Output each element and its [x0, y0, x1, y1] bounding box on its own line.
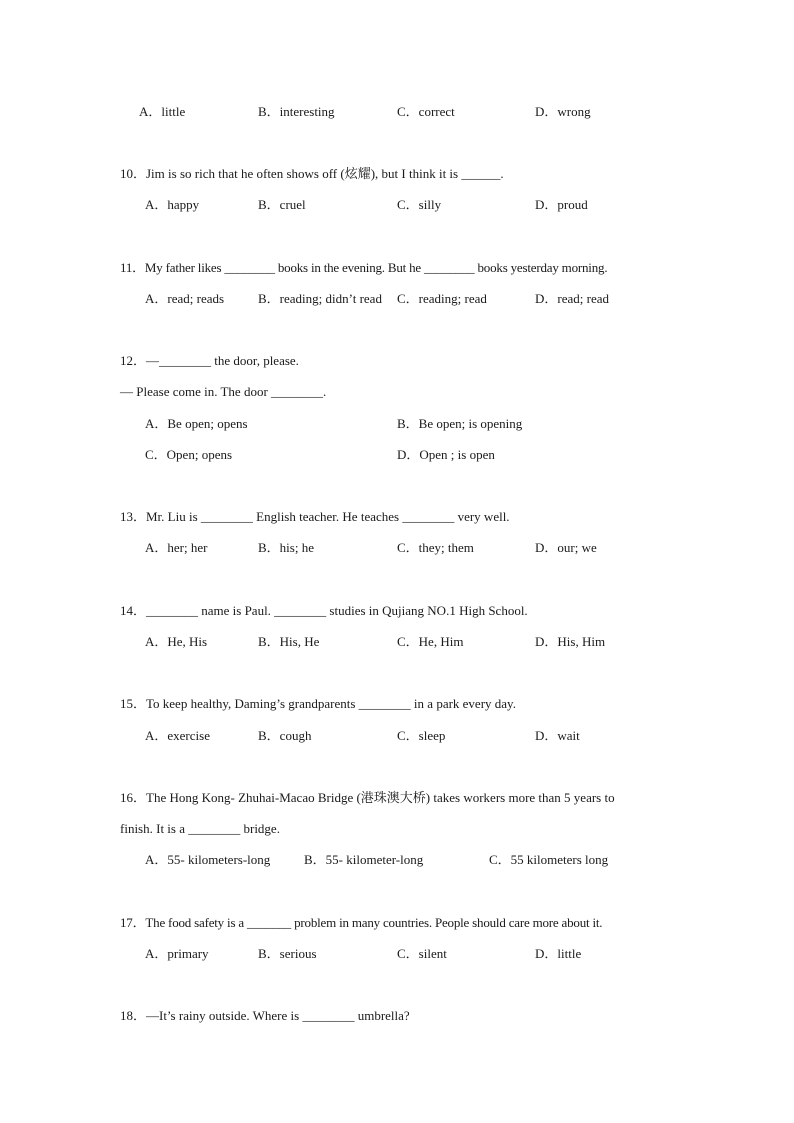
q14-option-d: D．His, Him: [535, 634, 606, 649]
q12-option-a: A．Be open; opens: [145, 416, 248, 431]
q11-stem: 11．My father likes ________ books in the evening. But he ________ books yesterday morning.: [120, 260, 608, 275]
q14-option-c: C．He, Him: [397, 634, 464, 649]
q10-option-d: D．proud: [535, 197, 588, 212]
q17-option-c: C．silent: [397, 946, 447, 961]
q16-option-a: A．55- kilometers-long: [145, 852, 271, 867]
q10-option-c: C．silly: [397, 197, 442, 212]
q11-option-b: B．reading; didn’t read: [258, 291, 382, 306]
q10-option-b: B．cruel: [258, 197, 306, 212]
q15-option-d: D．wait: [535, 728, 580, 743]
q16-stem-continued: finish. It is a ________ bridge.: [120, 821, 280, 836]
q13-option-b: B．his; he: [258, 540, 314, 555]
q10-stem: 10．Jim is so rich that he often shows off (炫耀), but I think it is ______.: [120, 166, 504, 181]
q12-option-b: B．Be open; is opening: [397, 416, 523, 431]
q17-option-b: B．serious: [258, 946, 317, 961]
q12-stem-reply: — Please come in. The door ________.: [120, 384, 327, 399]
q16-option-b: B．55- kilometer-long: [304, 852, 424, 867]
q15-option-b: B．cough: [258, 728, 312, 743]
q16-option-c: C．55 kilometers long: [489, 852, 609, 867]
q10-option-a: A．happy: [145, 197, 200, 212]
q13-stem: 13．Mr. Liu is ________ English teacher. He teaches ________ very well.: [120, 509, 510, 524]
q12-option-c: C．Open; opens: [145, 447, 233, 462]
q9-option-b: B．interesting: [258, 104, 335, 119]
q14-option-b: B．His, He: [258, 634, 320, 649]
q17-option-d: D．little: [535, 946, 582, 961]
q11-option-a: A．read; reads: [145, 291, 225, 306]
q14-stem: 14．________ name is Paul. ________ studies in Qujiang NO.1 High School.: [120, 603, 528, 618]
q15-option-a: A．exercise: [145, 728, 210, 743]
q15-option-c: C．sleep: [397, 728, 446, 743]
q11-option-d: D．read; read: [535, 291, 609, 306]
q9-option-d: D．wrong: [535, 104, 591, 119]
q9-option-a: A．little: [139, 104, 186, 119]
q18-stem: 18．—It’s rainy outside. Where is ________ umbrella?: [120, 1008, 410, 1023]
q9-option-c: C．correct: [397, 104, 455, 119]
q12-stem: 12．—________ the door, please.: [120, 353, 299, 368]
q15-stem: 15．To keep healthy, Daming’s grandparents ________ in a park every day.: [120, 696, 516, 711]
q12-option-d: D．Open ; is open: [397, 447, 495, 462]
q17-stem: 17．The food safety is a _______ problem in many countries. People should care more about it.: [120, 915, 603, 930]
q13-option-d: D．our; we: [535, 540, 597, 555]
q16-stem: 16．The Hong Kong- Zhuhai-Macao Bridge (港珠澳大桥) takes workers more than 5 years to: [120, 790, 615, 805]
q17-option-a: A．primary: [145, 946, 209, 961]
q11-option-c: C．reading; read: [397, 291, 487, 306]
q13-option-a: A．her; her: [145, 540, 208, 555]
q14-option-a: A．He, His: [145, 634, 208, 649]
q13-option-c: C．they; them: [397, 540, 474, 555]
